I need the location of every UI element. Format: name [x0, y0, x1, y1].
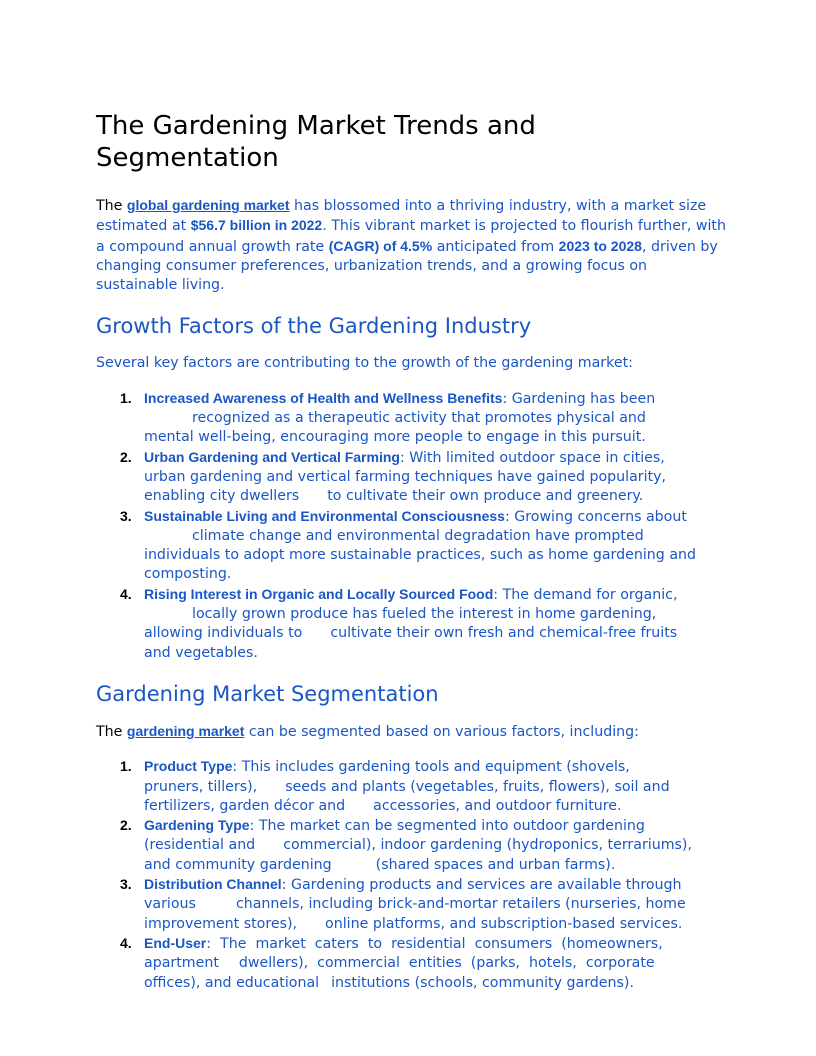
intro-text-4: , driven by changing consumer preferences, urbanization trends, and a growing focus on sustainable living. [96, 238, 718, 294]
list-number: 3. [120, 876, 132, 893]
list-item-title: Rising Interest in Organic and Locally Sourced Food [144, 585, 494, 602]
list-item-text: seeds and plants (vegetables, fruits, flowers), soil and [285, 778, 670, 795]
list-item-text: climate change and environmental degradation have prompted [192, 527, 644, 544]
intro-text-2: . This vibrant market is projected to flourish further, with a compound annual growth rate [96, 218, 726, 255]
global-gardening-market-link[interactable]: global gardening market [126, 197, 290, 213]
list-item-text: and community gardening [144, 856, 332, 873]
intro-paragraph [96, 196, 726, 295]
list-item-text: accessories, and outdoor furniture. [373, 797, 622, 814]
gardening-market-link[interactable]: gardening market [126, 722, 245, 739]
list-number: 2. [120, 448, 132, 465]
list-item-text: various [144, 896, 196, 913]
list-item-title: Urban Gardening and Vertical Farming [144, 448, 400, 465]
list-item-text: (shared spaces and urban farms). [375, 856, 616, 873]
list-item-text: individuals to adopt more sustainable practices, such as home gardening and [144, 547, 697, 564]
market-size-value: $56.7 billion in 2022 [190, 217, 323, 234]
list-item-text: urban gardening and vertical farming techniques have gained popularity, [144, 468, 667, 485]
list-item-text: : This includes gardening tools and equipment (shovels, [232, 759, 630, 776]
growth-factors-heading: Growth Factors of the Gardening Industry [96, 314, 532, 339]
segmentation-list [96, 757, 726, 993]
list-item-text: cultivate their own fresh and chemical-free fruits [330, 625, 678, 642]
intro-lead: The [96, 198, 123, 214]
list-item-title: Product Type [144, 758, 233, 775]
intro-text-3: anticipated from [436, 238, 555, 255]
growth-intro: Several key factors are contributing to the growth of the gardening market: [96, 355, 633, 372]
list-item-text: : The market can be segmented into outdoor gardening [249, 818, 645, 835]
list-item [96, 816, 726, 875]
forecast-period: 2023 to 2028 [558, 237, 642, 254]
list-item-text: enabling city dwellers [144, 488, 300, 505]
list-item-text: : The demand for organic, [493, 586, 678, 603]
list-item-text: allowing individuals to [144, 625, 303, 642]
list-item-text: channels, including brick-and-mortar retailers (nurseries, home [235, 896, 686, 913]
list-item-title: Increased Awareness of Health and Wellness Benefits [144, 389, 503, 406]
list-item-text: pruners, tillers), [144, 778, 258, 795]
cagr-value: (CAGR) of 4.5% [328, 237, 433, 254]
list-item-text: online platforms, and subscription-based services. [325, 915, 683, 932]
list-number: 4. [120, 934, 132, 951]
growth-factors-list [96, 389, 726, 663]
list-item [96, 389, 726, 448]
list-item [96, 757, 726, 816]
list-item [96, 585, 726, 663]
list-item-text: composting. [144, 566, 232, 583]
list-item-title: End-User [144, 934, 207, 951]
list-item-text: improvement stores), [144, 915, 298, 932]
list-number: 2. [120, 817, 132, 834]
list-item-text: apartment [144, 955, 219, 972]
list-item-title: Distribution Channel [144, 876, 282, 893]
list-item [96, 875, 726, 934]
document-content [96, 110, 726, 993]
list-item-text: recognized as a therapeutic activity that promotes physical and [192, 410, 646, 427]
list-item-title: Sustainable Living and Environmental Consciousness [144, 507, 505, 524]
list-item-text: : Growing concerns about [504, 508, 687, 525]
list-item-text: : Gardening products and services are available through [281, 877, 682, 894]
list-item-text: fertilizers, garden décor and [144, 797, 346, 814]
list-item-title: Gardening Type [144, 817, 250, 834]
list-item-text: : The market caters to residential consumers (homeowners, [206, 935, 663, 952]
segmentation-intro-text: can be segmented based on various factors, including: [248, 723, 639, 740]
list-item [96, 507, 726, 585]
list-number: 4. [120, 585, 132, 602]
segmentation-heading: Gardening Market Segmentation [96, 681, 439, 706]
list-number: 3. [120, 507, 132, 524]
list-item-text: : With limited outdoor space in cities, [399, 449, 665, 466]
list-item-text: and vegetables. [144, 644, 258, 661]
list-item-text: mental well-being, encouraging more people to engage in this pursuit. [144, 429, 646, 446]
list-item-text: commercial), indoor gardening (hydroponics, terrariums), [283, 837, 692, 854]
list-item-text: locally grown produce has fueled the interest in home gardening, [192, 606, 657, 623]
list-item-text: to cultivate their own produce and greenery. [327, 488, 644, 505]
list-item-text: offices), and educational [144, 974, 320, 991]
list-item [96, 934, 726, 993]
list-number: 1. [120, 758, 132, 775]
list-item-text: institutions (schools, community gardens). [331, 974, 634, 991]
intro-text-1: has blossomed into a thriving industry, with a market size estimated at [96, 198, 707, 235]
list-number: 1. [120, 389, 132, 406]
list-item [96, 448, 726, 507]
list-item-text: (residential and [144, 837, 256, 854]
segmentation-intro [96, 722, 726, 742]
list-item-text: : Gardening has been [502, 390, 656, 407]
page-title: The Gardening Market Trends and Segmentation [96, 111, 536, 173]
segmentation-lead: The [96, 723, 123, 740]
list-item-text: dwellers), commercial entities (parks, hotels, corporate [238, 955, 655, 972]
